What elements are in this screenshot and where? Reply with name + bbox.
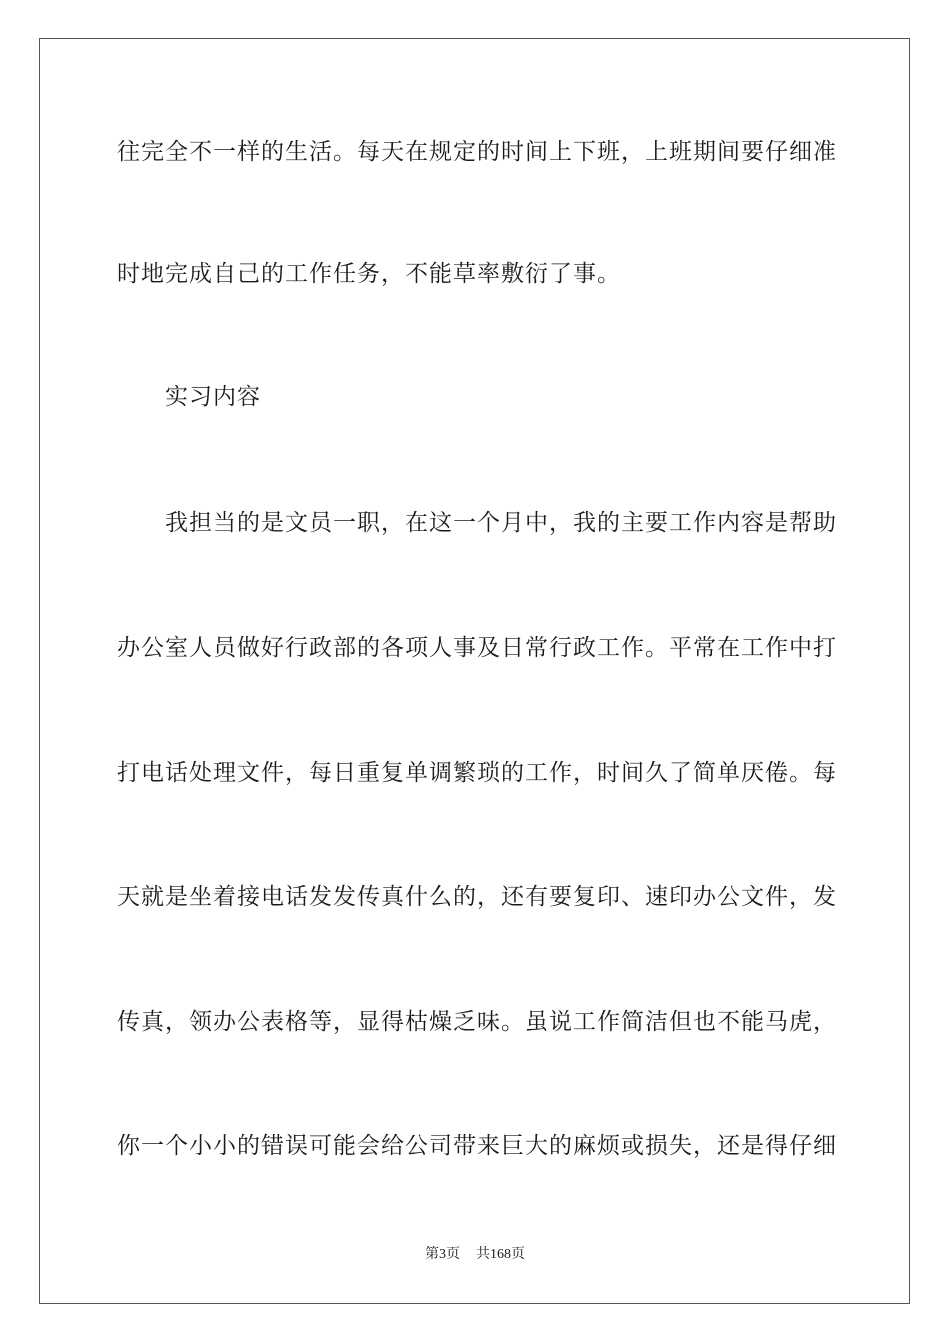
- body-line-6: 打电话处理文件，每日重复单调繁琐的工作，时间久了简单厌倦。每: [117, 760, 837, 786]
- body-line-9: 你一个小小的错误可能会给公司带来巨大的麻烦或损失，还是得仔细: [117, 1133, 837, 1159]
- page-border: [39, 38, 910, 1304]
- section-heading: 实习内容: [165, 384, 261, 410]
- body-line-5: 办公室人员做好行政部的各项人事及日常行政工作。平常在工作中打: [117, 635, 837, 661]
- body-line-1: 往完全不一样的生活。每天在规定的时间上下班，上班期间要仔细准: [117, 139, 837, 165]
- page-total: 共168页: [476, 1247, 525, 1262]
- body-line-4: 我担当的是文员一职，在这一个月中，我的主要工作内容是帮助: [165, 510, 837, 536]
- page-footer: [0, 1246, 950, 1264]
- body-line-7: 天就是坐着接电话发发传真什么的，还有要复印、速印办公文件，发: [117, 884, 837, 910]
- body-line-2: 时地完成自己的工作任务，不能草率敷衍了事。: [117, 261, 621, 287]
- page-number: 第3页: [425, 1247, 460, 1262]
- body-line-8: 传真，领办公表格等，显得枯燥乏味。虽说工作简洁但也不能马虎，: [117, 1009, 837, 1035]
